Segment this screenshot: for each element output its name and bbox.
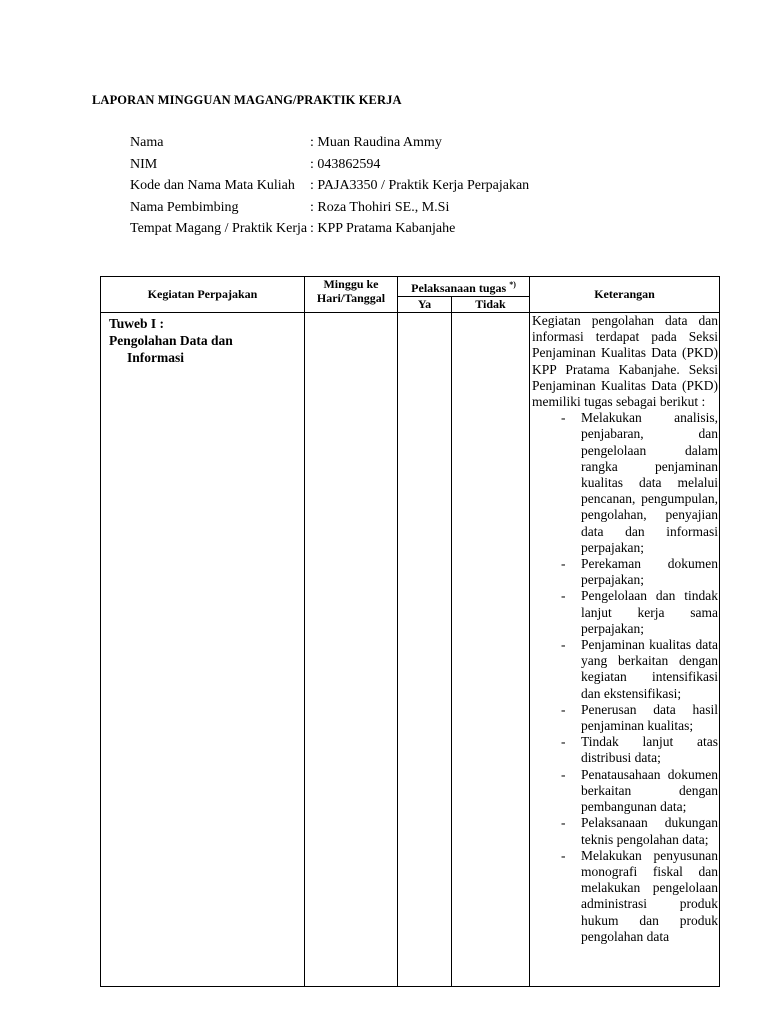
info-label: Nama Pembimbing <box>130 199 239 215</box>
list-item <box>532 556 718 588</box>
info-label: Nama <box>130 135 164 150</box>
list-item <box>532 734 718 766</box>
info-value: : Muan Raudina Ammy <box>310 135 442 150</box>
list-item <box>532 637 718 702</box>
cell-keterangan <box>530 313 720 987</box>
header-kegiatan: Kegiatan Perpajakan <box>101 277 305 313</box>
dash-marker: - <box>561 556 566 572</box>
table-row <box>101 313 720 987</box>
report-table <box>100 276 720 987</box>
list-item <box>532 702 718 734</box>
header-keterangan: Keterangan <box>530 277 720 313</box>
info-row-nim <box>130 154 529 176</box>
cell-minggu <box>305 313 398 987</box>
info-row-nama <box>130 132 529 154</box>
document-title: LAPORAN MINGGUAN MAGANG/PRAKTIK KERJA <box>92 93 402 107</box>
info-block <box>130 132 529 240</box>
table-header-row <box>101 277 720 297</box>
list-item-text: Melakukan analisis, penjabaran, dan pengelolaan dalam rangka penjaminan kualitas data melalui pencanan, pengumpulan, pengolahan, penyajian data dan informasi perpajakan; <box>581 410 719 555</box>
kegiatan-line1: Tuweb I : <box>109 316 165 331</box>
list-item <box>532 848 718 945</box>
info-value: : KPP Pratama Kabanjahe <box>310 221 456 236</box>
info-row-mata-kuliah <box>130 175 529 197</box>
dash-marker: - <box>561 588 566 604</box>
header-minggu-line2: Hari/Tanggal <box>316 291 386 305</box>
list-item <box>532 767 718 816</box>
list-item <box>532 815 718 847</box>
list-item-text: Penatausahaan dokumen berkaitan dengan pembangunan data; <box>581 766 719 815</box>
dash-marker: - <box>561 847 566 863</box>
keterangan-list <box>532 410 718 945</box>
dash-marker: - <box>561 766 566 782</box>
header-pelaksanaan-footnote: *) <box>509 280 516 289</box>
kegiatan-line3: Informasi <box>127 350 184 365</box>
info-row-tempat <box>130 218 529 240</box>
cell-ya <box>398 313 452 987</box>
list-item <box>532 410 718 556</box>
list-item-text: Perekaman dokumen perpajakan; <box>581 556 719 588</box>
header-minggu <box>305 277 398 313</box>
info-row-pembimbing <box>130 197 529 219</box>
info-value: : PAJA3350 / Praktik Kerja Perpajakan <box>310 178 530 193</box>
cell-kegiatan <box>101 313 305 987</box>
list-item-text: Pengelolaan dan tindak lanjut kerja sama perpajakan; <box>581 588 719 636</box>
cell-tidak <box>452 313 530 987</box>
header-ya: Ya <box>398 297 452 313</box>
info-label: NIM <box>130 156 158 172</box>
list-item-text: Tindak lanjut atas distribusi data; <box>581 734 719 766</box>
header-tidak: Tidak <box>452 297 530 313</box>
info-label: Kode dan Nama Mata Kuliah <box>130 178 295 193</box>
list-item-text: Penerusan data hasil penjaminan kualitas; <box>581 701 719 734</box>
header-pelaksanaan-label: Pelaksanaan tugas <box>411 281 507 295</box>
list-item <box>532 588 718 637</box>
info-value: : Roza Thohiri SE., M.Si <box>310 199 450 215</box>
info-label: Tempat Magang / Praktik Kerja <box>130 221 308 236</box>
list-item-text: Melakukan penyusunan monografi fiskal dan melakukan pengelolaan administrasi produk hukum dan produk pengolahan data <box>581 847 719 944</box>
header-minggu-line1: Minggu ke <box>323 277 379 291</box>
header-pelaksanaan <box>398 277 530 297</box>
list-item-text: Penjaminan kualitas data yang berkaitan dengan kegiatan intensifikasi dan ekstensifikasi; <box>581 637 719 701</box>
dash-marker: - <box>561 410 566 426</box>
keterangan-intro: Kegiatan pengolahan data dan informasi terdapat pada Seksi Penjaminan Kualitas Data (PKD) KPP Pratama Kabanjahe. Seksi Penjaminan Kualitas Data (PKD) memiliki tugas sebagai berikut : <box>532 313 719 410</box>
dash-marker: - <box>561 637 566 653</box>
kegiatan-line2: Pengolahan Data dan <box>109 333 233 348</box>
info-value: : 043862594 <box>310 156 381 172</box>
list-item-text: Pelaksanaan dukungan teknis pengolahan data; <box>581 815 719 847</box>
dash-marker: - <box>561 815 566 831</box>
dash-marker: - <box>561 734 566 750</box>
dash-marker: - <box>561 701 566 717</box>
